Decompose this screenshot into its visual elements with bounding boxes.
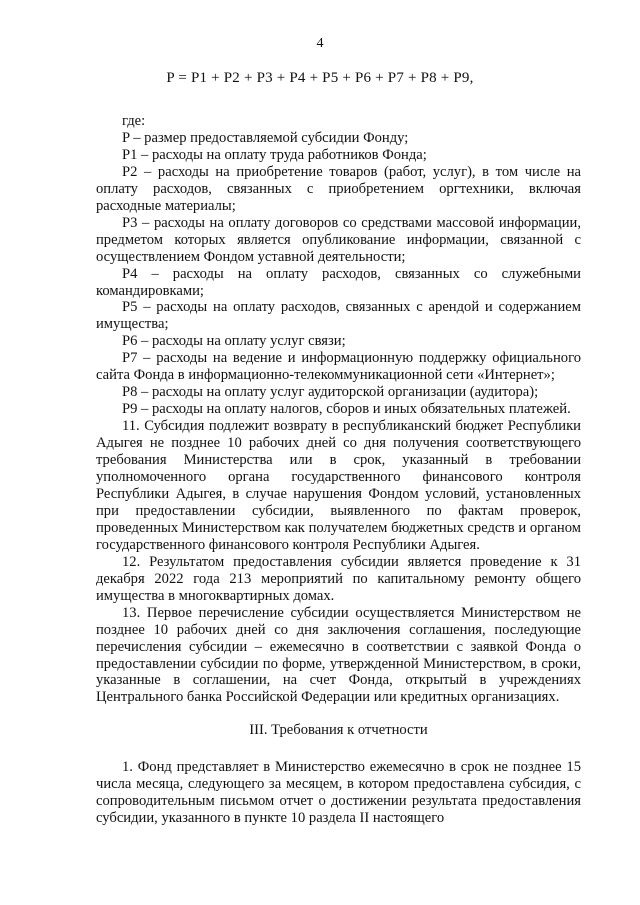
- definition-p: P – размер предоставляемой субсидии Фонду;: [122, 129, 409, 146]
- paragraph-11: 11. Субсидия подлежит возврату в республиканский бюджет Республики Адыгея не позднее 10 рабочих дней со дня получения соответствующего требования Министерства или в срок, указанный в требовании уполномоченного органа государственного финансового контроля Республики Адыгея, в случае нарушения Фондом условий, установленных при предоставлении субсидии, выявленного по фактам проверок, проведенных Министерством как получателем бюджетных средств и органом государственного финансового контроля Республики Адыгея.: [96, 418, 581, 553]
- definition-p7: P7 – расходы на ведение и информационную поддержку официального сайта Фонда в информационно-телекоммуникационной сети «Интернет»;: [96, 350, 581, 384]
- definition-p1: P1 – расходы на оплату труда работников Фонда;: [122, 146, 427, 163]
- section-paragraph-1: 1. Фонд представляет в Министерство ежемесячно в срок не позднее 15 числа месяца, следующего за месяцем, в котором предоставлена субсидия, с сопроводительным письмом отчет о достижении результата предоставления субсидии, указанного в пункте 10 раздела II настоящего: [96, 759, 581, 827]
- section-title: III. Требования к отчетности: [249, 722, 428, 739]
- paragraph-13: 13. Первое перечисление субсидии осуществляется Министерством не позднее 10 рабочих дней со дня заключения соглашения, последующие перечисления субсидии – ежемесячно в соответствии с заявкой Фонда о предоставлении субсидии по форме, утвержденной Министерством, в сроки, указанные в соглашении, на счет Фонда, открытый в учреждениях Центрального банка Российской Федерации или кредитных организациях.: [96, 604, 581, 706]
- where-label: где:: [122, 113, 146, 129]
- definition-p5: P5 – расходы на оплату расходов, связанных с арендой и содержанием имущества;: [96, 299, 581, 333]
- paragraph-12: 12. Результатом предоставления субсидии является проведение к 31 декабря 2022 года 213 мероприятий по капитальному ремонту общего имущества в многоквартирных домах.: [96, 553, 581, 604]
- definition-p2: P2 – расходы на приобретение товаров (работ, услуг), в том числе на оплату расходов, связанных с приобретением оргтехники, включая расходные материалы;: [96, 163, 581, 214]
- document-body: [96, 113, 581, 827]
- definition-p4: P4 – расходы на оплату расходов, связанных со служебными командировками;: [96, 265, 581, 299]
- subsidy-formula: P = P1 + P2 + P3 + P4 + P5 + P6 + P7 + P8 + P9,: [166, 70, 474, 86]
- definition-p9: P9 – расходы на оплату налогов, сборов и иных обязательных платежей.: [122, 401, 571, 418]
- definition-p6: P6 – расходы на оплату услуг связи;: [122, 333, 346, 350]
- definition-p8: P8 – расходы на оплату услуг аудиторской организации (аудитора);: [122, 384, 539, 401]
- definition-p3: P3 – расходы на оплату договоров со средствами массовой информации, предметом которых является опубликование информации, связанной с осуществлением Фондом уставной деятельности;: [96, 214, 581, 265]
- page-number: 4: [316, 36, 324, 51]
